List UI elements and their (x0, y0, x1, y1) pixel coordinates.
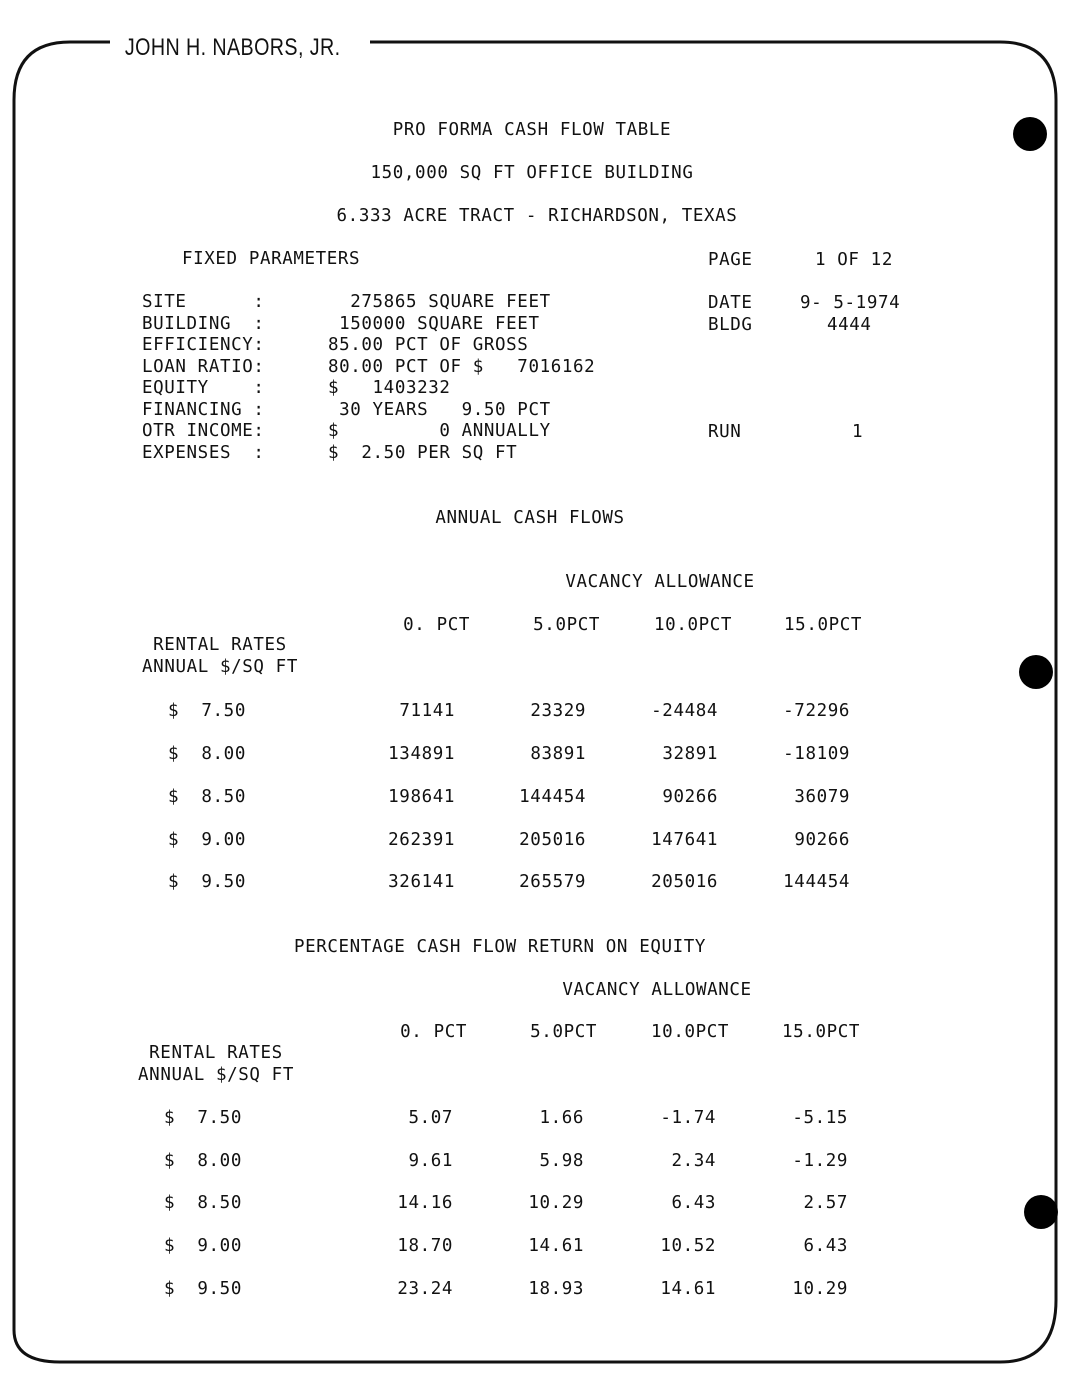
table-cell: 6.43 (803, 1236, 848, 1256)
vacancy-allowance-heading: VACANCY ALLOWANCE (565, 572, 755, 592)
col-header: 0. PCT (403, 615, 470, 635)
table-cell: -5.15 (792, 1108, 848, 1128)
bldg-value: 4444 (827, 315, 872, 335)
table-cell: 23.24 (397, 1279, 453, 1299)
param-label: EFFICIENCY: (142, 335, 265, 355)
table-cell: 265579 (519, 872, 586, 892)
table-cell: 90266 (662, 787, 718, 807)
rental-rates-label-2: RENTAL RATES (149, 1043, 283, 1063)
table-cell: 198641 (388, 787, 455, 807)
table-cell: 18.93 (528, 1279, 584, 1299)
table-cell: 71141 (399, 701, 455, 721)
date-value: 9- 5-1974 (800, 293, 901, 313)
rental-rates-label: RENTAL RATES (153, 635, 287, 655)
table-cell: 10.29 (528, 1193, 584, 1213)
param-label: LOAN RATIO: (142, 357, 265, 377)
col-header: 10.0PCT (651, 1022, 729, 1042)
punch-hole-bottom (1024, 1195, 1058, 1229)
annual-cash-flows-heading: ANNUAL CASH FLOWS (435, 508, 625, 528)
document-title: PRO FORMA CASH FLOW TABLE (392, 120, 672, 140)
col-header: 10.0PCT (654, 615, 732, 635)
param-value: 150000 SQUARE FEET (328, 314, 540, 334)
param-value: $ 0 ANNUALLY (328, 421, 551, 441)
table-cell: -1.74 (660, 1108, 716, 1128)
run-value: 1 (852, 422, 864, 442)
table-cell: 5.07 (408, 1108, 453, 1128)
table-cell: -72296 (783, 701, 850, 721)
table-cell: 144454 (783, 872, 850, 892)
rental-rate: $ 9.50 (164, 1279, 242, 1299)
col-header: 5.0PCT (530, 1022, 597, 1042)
param-value: $ 1403232 (328, 378, 451, 398)
letterhead: JOHN H. NABORS, JR. (120, 34, 345, 62)
rental-rate: $ 8.50 (164, 1193, 242, 1213)
table-cell: -24484 (651, 701, 718, 721)
table-cell: 6.43 (671, 1193, 716, 1213)
table-cell: 14.61 (660, 1279, 716, 1299)
rental-rate: $ 9.50 (168, 872, 246, 892)
table-cell: 14.16 (397, 1193, 453, 1213)
annual-per-sqft-label: ANNUAL $/SQ FT (142, 657, 298, 677)
date-label: DATE (708, 293, 753, 313)
table-cell: 326141 (388, 872, 455, 892)
table-cell: 36079 (794, 787, 850, 807)
table-cell: 1.66 (539, 1108, 584, 1128)
col-header: 0. PCT (400, 1022, 467, 1042)
table-cell: 10.52 (660, 1236, 716, 1256)
page-value: 1 OF 12 (815, 250, 893, 270)
param-value: 275865 SQUARE FEET (328, 292, 551, 312)
rental-rate: $ 8.00 (164, 1151, 242, 1171)
param-value: 80.00 PCT OF $ 7016162 (328, 357, 596, 377)
punch-hole-top (1013, 117, 1047, 151)
rental-rate: $ 8.50 (168, 787, 246, 807)
table-cell: 32891 (662, 744, 718, 764)
table-cell: 205016 (519, 830, 586, 850)
param-label: EQUITY : (142, 378, 265, 398)
rental-rate: $ 8.00 (168, 744, 246, 764)
table-cell: 23329 (530, 701, 586, 721)
col-header: 5.0PCT (533, 615, 600, 635)
table-cell: -1.29 (792, 1151, 848, 1171)
param-label: EXPENSES : (142, 443, 265, 463)
col-header: 15.0PCT (782, 1022, 860, 1042)
page-label: PAGE (708, 250, 753, 270)
param-label: BUILDING : (142, 314, 265, 334)
param-value: $ 2.50 PER SQ FT (328, 443, 518, 463)
table-cell: 90266 (794, 830, 850, 850)
table-cell: 14.61 (528, 1236, 584, 1256)
table-cell: 18.70 (397, 1236, 453, 1256)
rental-rate: $ 9.00 (164, 1236, 242, 1256)
rental-rate: $ 7.50 (168, 701, 246, 721)
table-cell: 134891 (388, 744, 455, 764)
vacancy-allowance-heading-2: VACANCY ALLOWANCE (562, 980, 752, 1000)
annual-per-sqft-label-2: ANNUAL $/SQ FT (138, 1065, 294, 1085)
percentage-return-heading: PERCENTAGE CASH FLOW RETURN ON EQUITY (293, 937, 707, 957)
param-label: FINANCING : (142, 400, 265, 420)
table-cell: 2.57 (803, 1193, 848, 1213)
table-cell: -18109 (783, 744, 850, 764)
table-cell: 5.98 (539, 1151, 584, 1171)
table-cell: 144454 (519, 787, 586, 807)
table-cell: 205016 (651, 872, 718, 892)
param-label: OTR INCOME: (142, 421, 265, 441)
document-subtitle-tract: 6.333 ACRE TRACT - RICHARDSON, TEXAS (336, 206, 738, 226)
param-label: SITE : (142, 292, 265, 312)
rental-rate: $ 9.00 (168, 830, 246, 850)
run-label: RUN (708, 422, 742, 442)
table-cell: 10.29 (792, 1279, 848, 1299)
bldg-label: BLDG (708, 315, 753, 335)
param-value: 85.00 PCT OF GROSS (328, 335, 529, 355)
fixed-parameters-heading: FIXED PARAMETERS (182, 249, 361, 269)
param-value: 30 YEARS 9.50 PCT (328, 400, 551, 420)
table-cell: 262391 (388, 830, 455, 850)
table-cell: 83891 (530, 744, 586, 764)
table-cell: 2.34 (671, 1151, 716, 1171)
col-header: 15.0PCT (784, 615, 862, 635)
punch-hole-middle (1019, 655, 1053, 689)
table-cell: 147641 (651, 830, 718, 850)
rental-rate: $ 7.50 (164, 1108, 242, 1128)
table-cell: 9.61 (408, 1151, 453, 1171)
document-subtitle-building: 150,000 SQ FT OFFICE BUILDING (370, 163, 694, 183)
